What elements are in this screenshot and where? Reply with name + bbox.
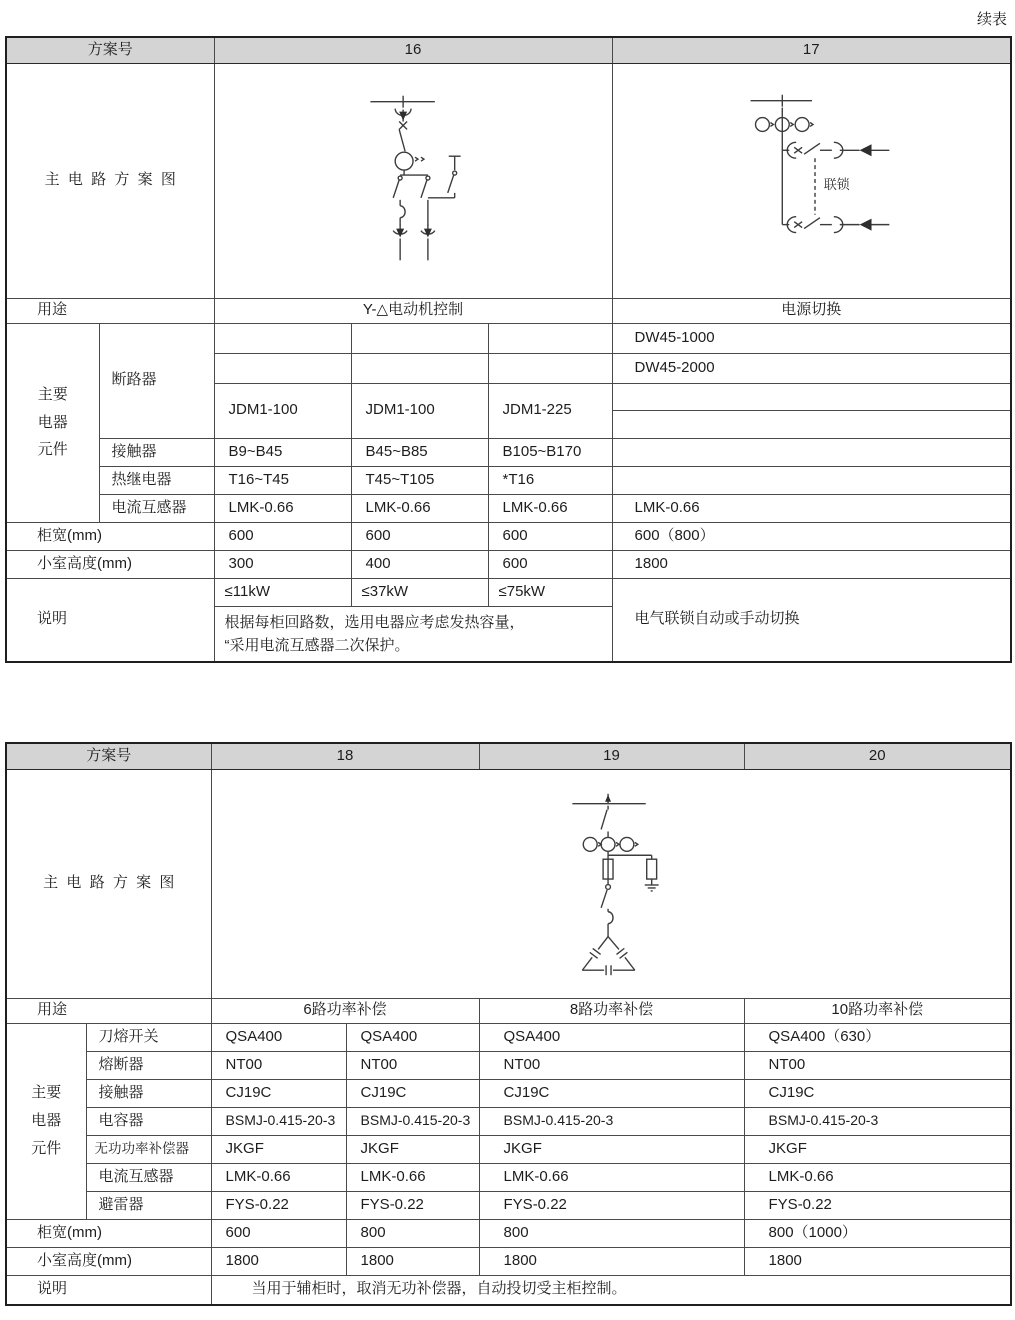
contactor-18a: CJ19C [211, 1079, 346, 1107]
contactor-16b: B45~B85 [351, 438, 488, 466]
height-18a: 1800 [211, 1247, 346, 1275]
note-scheme-16 [214, 606, 612, 662]
thermal-relay-row-label: 热继电器 [99, 466, 214, 494]
usage-scheme-20: 10路功率补偿 [744, 998, 1011, 1023]
kw-rating-16a: ≤11kW [214, 578, 351, 606]
main-circuit-diagram-label: 主电路方案图 [6, 63, 214, 298]
circuit-diagram-scheme-18-20-cell [211, 769, 1011, 998]
ct-20: LMK-0.66 [744, 1163, 1011, 1191]
breaker-16c-r2 [488, 353, 612, 383]
breaker-16c-jdm: JDM1-225 [488, 383, 612, 438]
usage-scheme-17: 电源切换 [612, 298, 1011, 323]
fuse-18a: NT00 [211, 1051, 346, 1079]
ct-17: LMK-0.66 [612, 494, 1011, 522]
breaker-16b-r1 [351, 323, 488, 353]
breaker-17-r4 [612, 410, 1011, 438]
breaker-16a-jdm: JDM1-100 [214, 383, 351, 438]
scheme-16-header: 16 [214, 37, 612, 63]
thermal-16a: T16~T45 [214, 466, 351, 494]
reactive-compensator-row-label: 无功功率补偿器 [86, 1135, 211, 1163]
group-line-1: 主要 [37, 385, 68, 403]
cell-height-row-label: 小室高度(mm) [6, 550, 214, 578]
arrester-row-label: 避雷器 [86, 1191, 211, 1219]
knife-fuse-20: QSA400（630） [744, 1023, 1011, 1051]
breaker-16c-r1 [488, 323, 612, 353]
compensator-18a: JKGF [211, 1135, 346, 1163]
usage-scheme-19: 8路功率补偿 [479, 998, 744, 1023]
width-16c: 600 [488, 522, 612, 550]
height-17: 1800 [612, 550, 1011, 578]
main-components-group-label-2 [6, 1023, 86, 1219]
breaker-16a-r2 [214, 353, 351, 383]
kw-rating-16b: ≤37kW [351, 578, 488, 606]
group2-line-2: 电器 [31, 1112, 62, 1130]
ct-16c: LMK-0.66 [488, 494, 612, 522]
contactor-16c: B105~B170 [488, 438, 612, 466]
main-components-group-label [6, 323, 99, 522]
scheme-20-header: 20 [744, 743, 1011, 769]
ct-18b: LMK-0.66 [346, 1163, 479, 1191]
breaker-16a-r1 [214, 323, 351, 353]
note-16-line-1: 根据每柜回路数，选用电器应考虑发热容量， [224, 613, 525, 631]
breaker-17-dw45-2000: DW45-2000 [612, 353, 1011, 383]
arrester-18b: FYS-0.22 [346, 1191, 479, 1219]
continued-table-label: 续表 [976, 11, 1007, 28]
knife-fuse-switch-row-label: 刀熔开关 [86, 1023, 211, 1051]
scheme-table-16-17 [5, 36, 1012, 663]
scheme-18-header: 18 [211, 743, 479, 769]
arrester-19: FYS-0.22 [479, 1191, 744, 1219]
capacitor-19: BSMJ-0.415-20-3 [479, 1107, 744, 1135]
contactor-20: CJ19C [744, 1079, 1011, 1107]
scheme-17-header: 17 [612, 37, 1011, 63]
width-18a: 600 [211, 1219, 346, 1247]
knife-fuse-19: QSA400 [479, 1023, 744, 1051]
height-20: 1800 [744, 1247, 1011, 1275]
width-16a: 600 [214, 522, 351, 550]
contactor-row-label-2: 接触器 [86, 1079, 211, 1107]
width-16b: 600 [351, 522, 488, 550]
circuit-diagram-17 [617, 64, 1012, 297]
height-19: 1800 [479, 1247, 744, 1275]
breaker-16b-r2 [351, 353, 488, 383]
note-16-line-2: “采用电流互感器二次保护。 [224, 636, 410, 654]
usage-scheme-16: Y-△电动机控制 [214, 298, 612, 323]
fuse-19: NT00 [479, 1051, 744, 1079]
width-20: 800（1000） [744, 1219, 1011, 1247]
contactor-17 [612, 438, 1011, 466]
ct-19: LMK-0.66 [479, 1163, 744, 1191]
notes-row-label: 说明 [6, 578, 214, 662]
height-16b: 400 [351, 550, 488, 578]
fuse-18b: NT00 [346, 1051, 479, 1079]
cabinet-width-row-label: 柜宽(mm) [6, 522, 214, 550]
fuse-row-label: 熔断器 [86, 1051, 211, 1079]
breaker-17-dw45-1000: DW45-1000 [612, 323, 1011, 353]
thermal-16b: T45~T105 [351, 466, 488, 494]
knife-fuse-18a: QSA400 [211, 1023, 346, 1051]
ct-row-label-2: 电流互感器 [86, 1163, 211, 1191]
height-18b: 1800 [346, 1247, 479, 1275]
capacitor-18b: BSMJ-0.415-20-3 [346, 1107, 479, 1135]
circuit-diagram-16 [219, 64, 613, 297]
note-schemes-18-20: 当用于辅柜时，取消无功补偿器，自动投切受主柜控制。 [211, 1275, 1011, 1305]
width-18b: 800 [346, 1219, 479, 1247]
capacitor-18a: BSMJ-0.415-20-3 [211, 1107, 346, 1135]
circuit-diagram-18-20 [216, 770, 1012, 997]
scheme-number-header: 方案号 [6, 37, 214, 63]
contactor-18b: CJ19C [346, 1079, 479, 1107]
height-16c: 600 [488, 550, 612, 578]
knife-fuse-18b: QSA400 [346, 1023, 479, 1051]
fuse-20: NT00 [744, 1051, 1011, 1079]
thermal-17 [612, 466, 1011, 494]
notes-row-label-2: 说明 [6, 1275, 211, 1305]
ct-16a: LMK-0.66 [214, 494, 351, 522]
usage-row-label-2: 用途 [6, 998, 211, 1023]
contactor-19: CJ19C [479, 1079, 744, 1107]
scheme-number-header-2: 方案号 [6, 743, 211, 769]
cabinet-width-row-label-2: 柜宽(mm) [6, 1219, 211, 1247]
ct-row-label: 电流互感器 [99, 494, 214, 522]
circuit-diagram-scheme-16-cell [214, 63, 612, 298]
breaker-17-r3 [612, 383, 1011, 410]
width-17: 600（800） [612, 522, 1011, 550]
compensator-19: JKGF [479, 1135, 744, 1163]
ct-18a: LMK-0.66 [211, 1163, 346, 1191]
usage-row-label: 用途 [6, 298, 214, 323]
arrester-18a: FYS-0.22 [211, 1191, 346, 1219]
width-19: 800 [479, 1219, 744, 1247]
compensator-20: JKGF [744, 1135, 1011, 1163]
contactor-row-label: 接触器 [99, 438, 214, 466]
scheme-table-18-19-20 [5, 742, 1012, 1306]
cell-height-row-label-2: 小室高度(mm) [6, 1247, 211, 1275]
compensator-18b: JKGF [346, 1135, 479, 1163]
capacitor-20: BSMJ-0.415-20-3 [744, 1107, 1011, 1135]
thermal-16c: *T16 [488, 466, 612, 494]
group-line-3: 元件 [37, 441, 68, 459]
contactor-16a: B9~B45 [214, 438, 351, 466]
main-circuit-diagram-label-2: 主电路方案图 [6, 769, 211, 998]
kw-rating-16c: ≤75kW [488, 578, 612, 606]
scheme-19-header: 19 [479, 743, 744, 769]
group2-line-3: 元件 [31, 1139, 62, 1157]
group2-line-1: 主要 [31, 1084, 62, 1102]
note-scheme-17: 电气联锁自动或手动切换 [612, 578, 1011, 662]
breaker-16b-jdm: JDM1-100 [351, 383, 488, 438]
breaker-row-label: 断路器 [99, 323, 214, 438]
ct-16b: LMK-0.66 [351, 494, 488, 522]
group-line-2: 电器 [37, 413, 68, 431]
circuit-diagram-scheme-17-cell [612, 63, 1011, 298]
arrester-20: FYS-0.22 [744, 1191, 1011, 1219]
capacitor-row-label: 电容器 [86, 1107, 211, 1135]
height-16a: 300 [214, 550, 351, 578]
usage-scheme-18: 6路功率补偿 [211, 998, 479, 1023]
interlock-label: 联锁 [823, 176, 850, 192]
